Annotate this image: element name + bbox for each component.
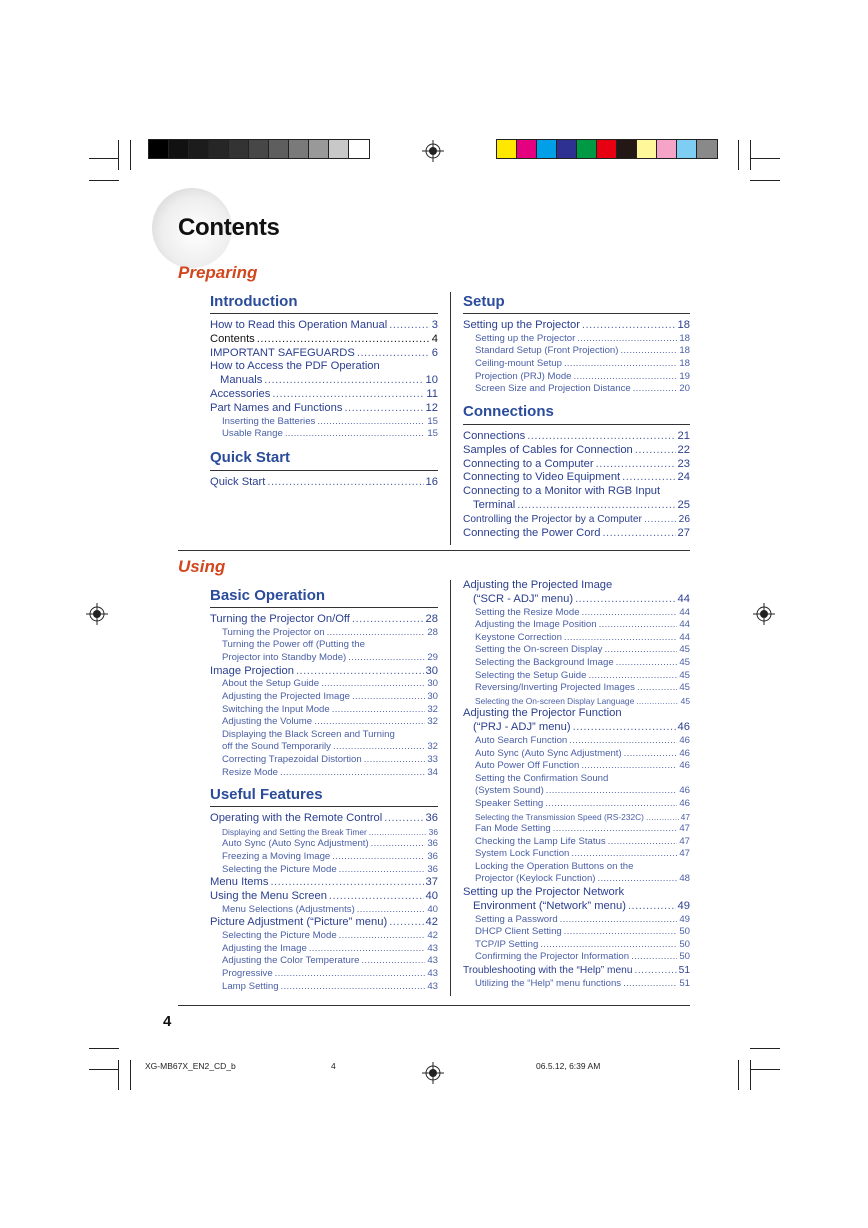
- toc-entry[interactable]: Part Names and Functions ..... 12: [210, 402, 438, 416]
- toc-subentry[interactable]: Screen Size and Projection Distance ..... 20: [463, 383, 690, 396]
- toc-subentry[interactable]: Projection (PRJ) Mode ..... 19: [463, 371, 690, 384]
- toc-subentry[interactable]: Selecting the Setup Guide ..... 45: [463, 670, 690, 683]
- toc-subentry[interactable]: About the Setup Guide ..... 30: [210, 678, 438, 691]
- toc-subentry[interactable]: Ceiling-mount Setup ..... 18: [463, 358, 690, 371]
- toc-subentry[interactable]: Inserting the Batteries ..... 15: [210, 416, 438, 429]
- toc-entry[interactable]: Turning the Projector On/Off ..... 28: [210, 613, 438, 627]
- gray-swatch: [209, 140, 229, 158]
- toc-subentry[interactable]: Resize Mode ..... 34: [210, 767, 438, 780]
- toc-entry[interactable]: Setting up the Projector ..... 18: [463, 319, 690, 333]
- gray-swatch: [169, 140, 189, 158]
- registration-mark-icon: [86, 603, 108, 625]
- color-swatch: [577, 140, 597, 158]
- toc-basic-operation: [210, 613, 438, 779]
- toc-subentry[interactable]: Freezing a Moving Image ..... 36: [210, 851, 438, 864]
- subheading-connections: Connections: [463, 403, 554, 420]
- toc-entry[interactable]: Connecting to a Monitor with RGB Input: [463, 485, 661, 498]
- gray-swatch: [349, 140, 369, 158]
- color-bar: [496, 139, 718, 159]
- column-divider: [450, 292, 451, 545]
- toc-entry[interactable]: Accessories ..... 11: [210, 388, 438, 402]
- toc-subentry[interactable]: Selecting the Picture Mode ..... 36: [210, 864, 438, 877]
- toc-entry[interactable]: IMPORTANT SAFEGUARDS ..... 6: [210, 347, 438, 361]
- toc-subentry[interactable]: Selecting the Background Image ..... 45: [463, 657, 690, 670]
- gray-swatch: [329, 140, 349, 158]
- toc-subentry[interactable]: Reversing/Inverting Projected Images ..... 45: [463, 682, 690, 695]
- toc-subentry[interactable]: Adjusting the Projected Image ..... 30: [210, 691, 438, 704]
- toc-subentry[interactable]: Lamp Setting ..... 43: [210, 981, 438, 994]
- toc-connections: [463, 430, 690, 540]
- footer-filename: XG-MB67X_EN2_CD_b: [145, 1061, 236, 1071]
- toc-subentry[interactable]: Confirming the Projector Information ..... 50: [463, 951, 690, 964]
- subheading-useful-features: Useful Features: [210, 786, 323, 803]
- registration-mark-icon: [753, 603, 775, 625]
- toc-entry[interactable]: How to Access the PDF Operation: [210, 360, 380, 373]
- toc-entry[interactable]: Environment (“Network” menu) ..... 49: [463, 900, 690, 914]
- toc-subentry[interactable]: Setting a Password ..... 49: [463, 914, 690, 927]
- gray-swatch: [249, 140, 269, 158]
- toc-entry[interactable]: Using the Menu Screen ..... 40: [210, 890, 438, 904]
- toc-subentry[interactable]: Adjusting the Image Position ..... 44: [463, 619, 690, 632]
- subheading-rule: [463, 313, 690, 314]
- toc-subentry[interactable]: Speaker Setting ..... 46: [463, 798, 690, 811]
- toc-entry[interactable]: Adjusting the Projected Image: [463, 579, 613, 591]
- section-heading-preparing: Preparing: [178, 263, 258, 282]
- toc-entry[interactable]: Quick Start ..... 16: [210, 476, 438, 490]
- toc-entry[interactable]: How to Read this Operation Manual ..... 3: [210, 319, 438, 333]
- color-swatch: [697, 140, 717, 158]
- color-swatch: [657, 140, 677, 158]
- toc-subentry[interactable]: Selecting the Picture Mode ..... 42: [210, 930, 438, 943]
- toc-entry[interactable]: Menu Items ..... 37: [210, 876, 438, 890]
- gray-swatch: [289, 140, 309, 158]
- toc-subentry[interactable]: TCP/IP Setting ..... 50: [463, 939, 690, 952]
- toc-subentry[interactable]: Auto Power Off Function ..... 46: [463, 760, 690, 773]
- toc-subentry[interactable]: DHCP Client Setting ..... 50: [463, 926, 690, 939]
- toc-subentry[interactable]: Auto Search Function ..... 46: [463, 735, 690, 748]
- page-title: Contents: [178, 214, 280, 241]
- toc-subentry[interactable]: Usable Range ..... 15: [210, 428, 438, 441]
- toc-subentry[interactable]: Setting the Resize Mode ..... 44: [463, 607, 690, 620]
- color-swatch: [497, 140, 517, 158]
- subheading-rule: [210, 470, 438, 471]
- toc-subentry[interactable]: off the Sound Temporarily ..... 32: [210, 741, 438, 754]
- toc-subentry[interactable]: Selecting the On-screen Display Language ..... 45: [463, 695, 690, 708]
- toc-introduction: [210, 319, 438, 441]
- toc-entry[interactable]: (“SCR - ADJ” menu) ..... 44: [463, 593, 690, 607]
- toc-entry[interactable]: Terminal ..... 25: [463, 499, 690, 513]
- toc-entry[interactable]: Connecting the Power Cord ..... 27: [463, 527, 690, 541]
- toc-subentry[interactable]: Setting up the Projector ..... 18: [463, 333, 690, 346]
- page-number: 4: [163, 1013, 172, 1030]
- column-divider: [450, 580, 451, 996]
- color-swatch: [597, 140, 617, 158]
- toc-useful-features: [210, 812, 438, 993]
- color-swatch: [677, 140, 697, 158]
- toc-entry[interactable]: Manuals ..... 10: [210, 374, 438, 388]
- color-swatch: [517, 140, 537, 158]
- color-swatch: [637, 140, 657, 158]
- toc-subentry[interactable]: Projector (Keylock Function) ..... 48: [463, 873, 690, 886]
- toc-entry[interactable]: (“PRJ - ADJ” menu) ..... 46: [463, 721, 690, 735]
- color-swatch: [557, 140, 577, 158]
- toc-subentry[interactable]: Projector into Standby Mode) ..... 29: [210, 652, 438, 665]
- gray-swatch: [229, 140, 249, 158]
- toc-subentry[interactable]: Adjusting the Image ..... 43: [210, 943, 438, 956]
- gray-swatch: [189, 140, 209, 158]
- subheading-introduction: Introduction: [210, 293, 298, 310]
- toc-entry[interactable]: Setting up the Projector Network: [463, 886, 625, 899]
- toc-subentry[interactable]: Switching the Input Mode ..... 32: [210, 704, 438, 717]
- toc-quick-start: [210, 476, 438, 490]
- subheading-rule: [210, 313, 438, 314]
- toc-entry[interactable]: Troubleshooting with the “Help” menu ..... 51: [463, 964, 690, 978]
- toc-subentry[interactable]: (System Sound) ..... 46: [463, 785, 690, 798]
- toc-entry[interactable]: Adjusting the Projector Function: [463, 707, 622, 720]
- toc-entry[interactable]: Contents ..... 4: [210, 333, 438, 347]
- footer-date: 06.5.12, 6:39 AM: [536, 1061, 601, 1071]
- toc-subentry[interactable]: Menu Selections (Adjustments) ..... 40: [210, 904, 438, 917]
- toc-subentry[interactable]: Adjusting the Volume ..... 32: [210, 716, 438, 729]
- gray-swatch: [149, 140, 169, 158]
- toc-subentry[interactable]: Keystone Correction ..... 44: [463, 632, 690, 645]
- registration-mark-icon: [422, 140, 444, 162]
- toc-subentry[interactable]: Displaying and Setting the Break Timer ..... 36: [210, 826, 438, 839]
- toc-entry[interactable]: Image Projection ..... 30: [210, 665, 438, 679]
- page-bottom-rule: [178, 1005, 690, 1006]
- gray-swatch: [309, 140, 329, 158]
- gray-swatch: [269, 140, 289, 158]
- toc-entry[interactable]: Samples of Cables for Connection ..... 22: [463, 444, 690, 458]
- subheading-quick-start: Quick Start: [210, 449, 291, 466]
- subheading-rule: [210, 806, 438, 807]
- toc-subentry[interactable]: Displaying the Black Screen and Turning: [222, 728, 395, 740]
- toc-subentry[interactable]: Turning the Projector on ..... 28: [210, 627, 438, 640]
- toc-subentry[interactable]: Auto Sync (Auto Sync Adjustment) ..... 46: [463, 748, 690, 761]
- toc-subentry[interactable]: Correcting Trapezoidal Distortion ..... 33: [210, 754, 438, 767]
- toc-entry[interactable]: Connections ..... 21: [463, 430, 690, 444]
- subheading-basic-operation: Basic Operation: [210, 587, 326, 604]
- toc-entry[interactable]: Connecting to a Computer ..... 23: [463, 458, 690, 472]
- subheading-rule: [210, 607, 438, 608]
- subheading-rule: [463, 424, 690, 425]
- subheading-setup: Setup: [463, 293, 505, 310]
- toc-subentry[interactable]: Utilizing the “Help” menu functions ..... 51: [463, 978, 690, 991]
- color-swatch: [537, 140, 557, 158]
- toc-menus: [463, 579, 690, 990]
- toc-subentry[interactable]: Fan Mode Setting ..... 47: [463, 823, 690, 836]
- toc-subentry[interactable]: Auto Sync (Auto Sync Adjustment) ..... 36: [210, 838, 438, 851]
- section-heading-using: Using: [178, 557, 226, 576]
- grayscale-bar: [148, 139, 370, 159]
- color-swatch: [617, 140, 637, 158]
- toc-subentry[interactable]: Adjusting the Color Temperature ..... 43: [210, 955, 438, 968]
- registration-mark-icon: [422, 1062, 444, 1084]
- toc-subentry[interactable]: Turning the Power off (Putting the: [222, 639, 365, 651]
- footer-page: 4: [331, 1061, 336, 1071]
- toc-subentry[interactable]: Selecting the Transmission Speed (RS-232C) ..... 47: [463, 811, 690, 824]
- toc-entry[interactable]: Picture Adjustment (“Picture” menu) ..... 42: [210, 916, 438, 930]
- toc-subentry[interactable]: Standard Setup (Front Projection) ..... 18: [463, 345, 690, 358]
- toc-subentry[interactable]: Setting the On-screen Display ..... 45: [463, 644, 690, 657]
- toc-subentry[interactable]: Checking the Lamp Life Status ..... 47: [463, 836, 690, 849]
- toc-subentry[interactable]: Progressive ..... 43: [210, 968, 438, 981]
- section-rule: [178, 550, 690, 551]
- toc-subentry[interactable]: Setting the Confirmation Sound: [475, 772, 609, 784]
- toc-entry[interactable]: Operating with the Remote Control ..... 36: [210, 812, 438, 826]
- toc-entry[interactable]: Connecting to Video Equipment ..... 24: [463, 471, 690, 485]
- toc-setup: [463, 319, 690, 396]
- toc-subentry[interactable]: System Lock Function ..... 47: [463, 848, 690, 861]
- toc-subentry[interactable]: Locking the Operation Buttons on the: [475, 860, 634, 872]
- toc-entry[interactable]: Controlling the Projector by a Computer ..... 26: [463, 513, 690, 527]
